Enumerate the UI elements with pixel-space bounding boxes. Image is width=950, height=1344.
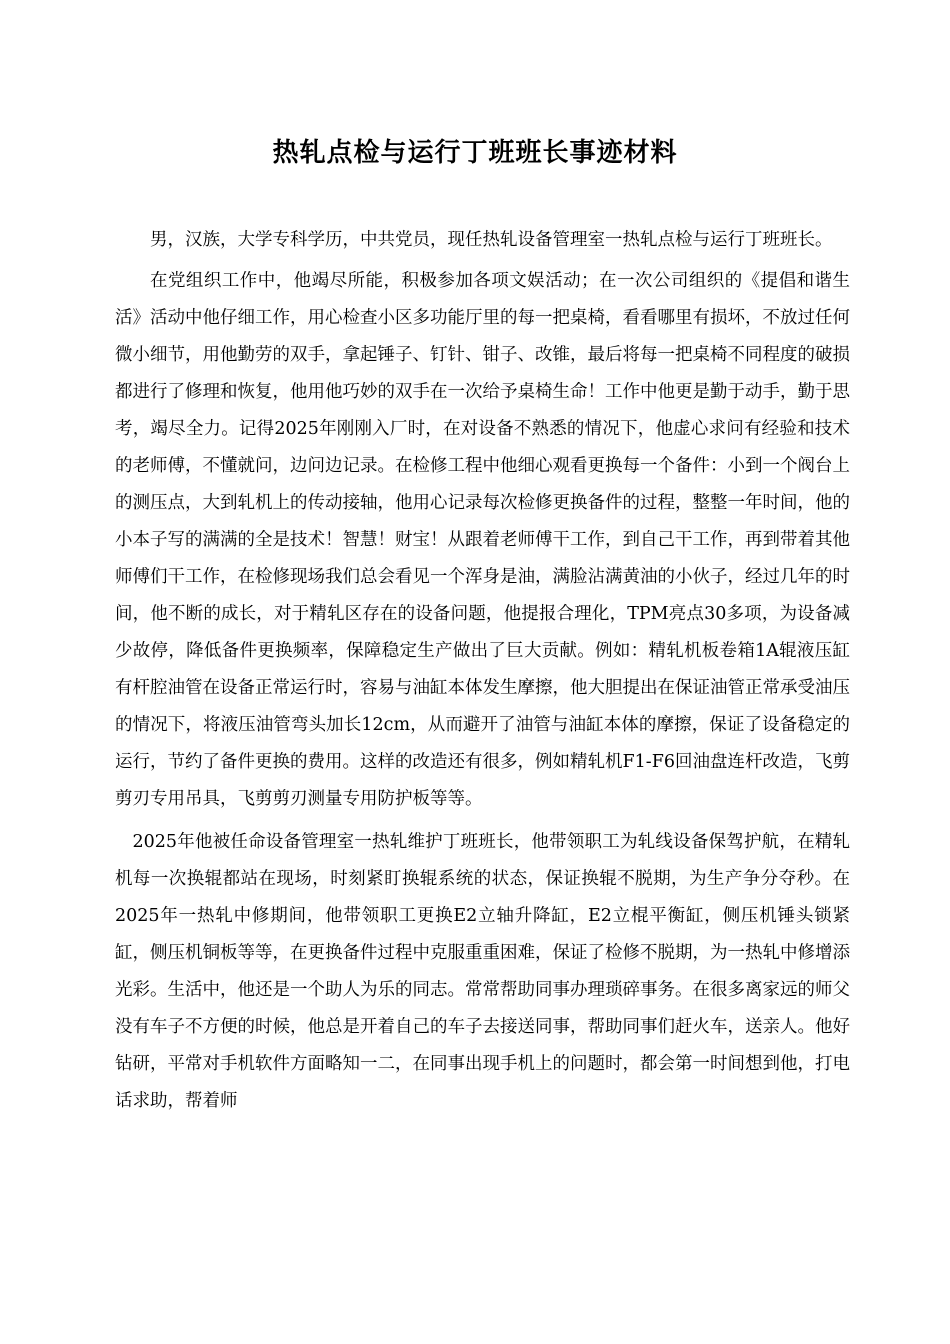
paragraph-work-history: 在党组织工作中，他竭尽所能，积极参加各项文娱活动；在一次公司组织的《提倡和谐生活》活动中他仔细工作，用心检查小区多功能厅里的每一把桌椅，看看哪里有损坏，不放过任何微小细节，用他勤劳的双手，拿起锤子、钉针、钳子、改锥，最后将每一把桌椅不同程度的破损都进行了修理和恢复，他用他巧妙的双手在一次给予桌椅生命！工作中他更是勤于动手，勤于思考，竭尽全力。记得2025年刚刚入厂时，在对设备不熟悉的情况下，他虚心求问有经验和技术的老师傅，不懂就问，边问边记录。在检修工程中他细心观看更换每一个备件：小到一个阀台上的测压点，大到轧机上的传动接轴，他用心记录每次检修更换备件的过程，整整一年时间，他的小本子写的满满的全是技术！智慧！财宝！从跟着老师傅干工作，到自己干工作，再到带着其他师傅们干工作，在检修现场我们总会看见一个浑身是油，满脸沾满黄油的小伙子，经过几年的时间，他不断的成长，对于精轧区存在的设备问题，他提报合理化，TPM亮点30多项，为设备减少故停，降低备件更换频率，保障稳定生产做出了巨大贡献。例如：精轧机板卷箱1A辊液压缸有杆腔油管在设备正常运行时，容易与油缸本体发生摩擦，他大胆提出在保证油管正常承受油压的情况下，将液压油管弯头加长12cm，从而避开了油管与油缸本体的摩擦，保证了设备稳定的运行，节约了备件更换的费用。这样的改造还有很多，例如精轧机F1-F6回油盘连杆改造，飞剪剪刃专用吊具，飞剪剪刃测量专用防护板等等。 xyxy=(115,271,850,809)
document-title: 热轧点检与运行丁班班长事迹材料 xyxy=(272,138,678,168)
paragraph-intro: 男，汉族，大学专科学历，中共党员，现任热轧设备管理室一热轧点检与运行丁班班长。 xyxy=(150,230,833,250)
document-body xyxy=(115,222,850,1120)
paragraph-team-leader: 2025年他被任命设备管理室一热轧维护丁班班长，他带领职工为轧线设备保驾护航，在精轧机每一次换辊都站在现场，时刻紧盯换辊系统的状态，保证换辊不脱期，为生产争分夺秒。在2025年一热轧中修期间，他带领职工更换E2立轴升降缸，E2立棍平衡缸，侧压机锤头锁紧缸，侧压机铜板等等，在更换备件过程中克服重重困难，保证了检修不脱期，为一热轧中修增添光彩。生活中，他还是一个助人为乐的同志。常常帮助同事办理琐碎事务。在很多离家远的师父没有车子不方便的时候，他总是开着自己的车子去接送同事，帮助同事们赶火车，送亲人。他好钻研，平常对手机软件方面略知一二，在同事出现手机上的问题时，都会第一时间想到他，打电话求助，帮着师 xyxy=(115,832,850,1111)
